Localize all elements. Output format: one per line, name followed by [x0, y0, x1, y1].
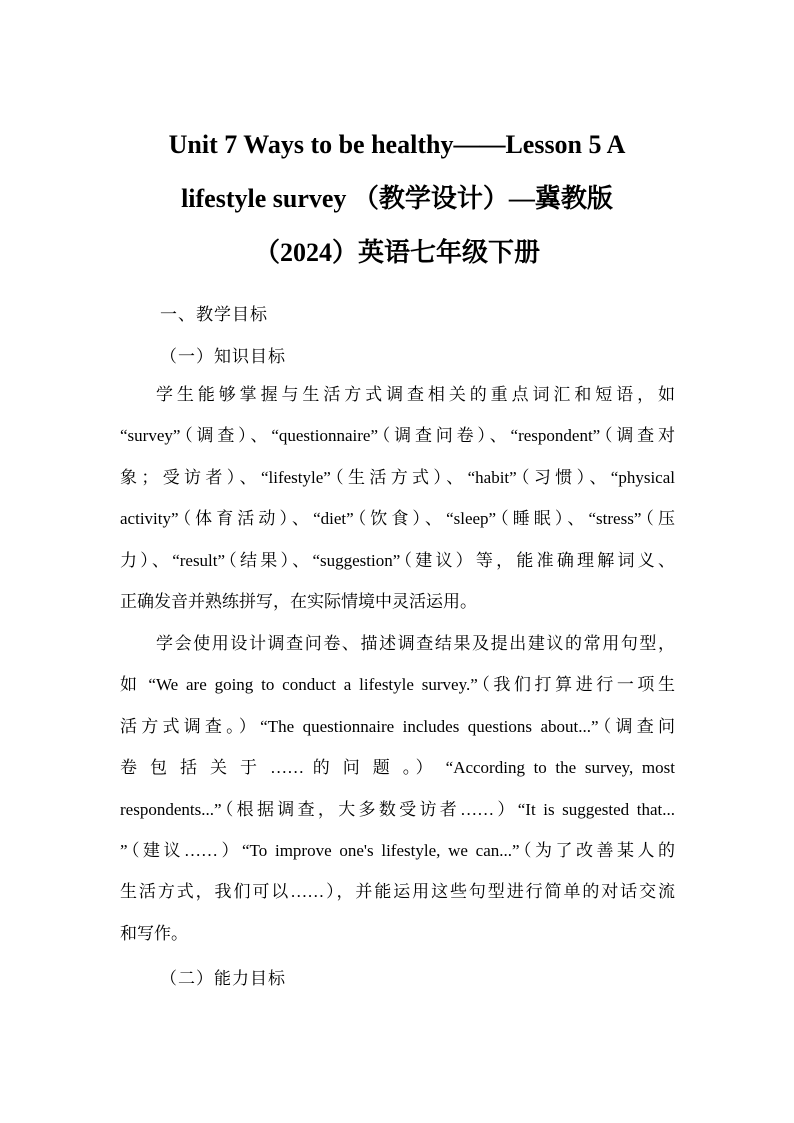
subsection-heading-knowledge: （一）知识目标 — [160, 347, 286, 366]
title-line-2: lifestyle survey （教学设计）—冀教版 — [181, 184, 613, 213]
paragraph-line: 生活方式，我们可以……），并能运用这些句型进行简单的对话交流 — [120, 882, 675, 902]
paragraph-line: 学生能够掌握与生活方式调查相关的重点词汇和短语，如 — [156, 385, 675, 404]
title-line-1: Unit 7 Ways to be healthy——Lesson 5 A — [168, 130, 626, 159]
paragraph-line: respondents...”（根据调查，大多数受访者……）“It is suggested that... — [120, 799, 675, 819]
paragraph-line: 和写作。 — [120, 923, 188, 943]
title-line-3: （2024）英语七年级下册 — [253, 238, 540, 267]
paragraph-line: 象；受访者）、“lifestyle”（生活方式）、“habit”（习惯）、“physical — [120, 467, 675, 487]
paragraph-line: 学会使用设计调查问卷、描述调查结果及提出建议的常用句型， — [156, 634, 675, 653]
paragraph-sentence-patterns — [120, 623, 675, 954]
section-heading-objectives: 一、教学目标 — [160, 305, 268, 324]
paragraph-line: 活方式调查。）“The questionnaire includes questions about...”（调查问 — [120, 716, 675, 736]
paragraph-line: 正确发音并熟练拼写，在实际情境中灵活运用。 — [120, 591, 477, 611]
paragraph-line: 如 “We are going to conduct a lifestyle survey.”（我们打算进行一项生 — [120, 675, 675, 695]
paragraph-vocabulary — [120, 374, 675, 622]
subsection-heading-ability: （二）能力目标 — [160, 969, 286, 988]
document-title — [100, 118, 694, 280]
paragraph-line: “survey”（调查）、“questionnaire”（调查问卷）、“respondent”（调查对 — [120, 426, 675, 446]
paragraph-line: 力）、“result”（结果）、“suggestion”（建议）等，能准确理解词义、 — [120, 550, 675, 570]
paragraph-line: ”（建议……）“To improve one's lifestyle, we can...”（为了改善某人的 — [120, 840, 675, 860]
paragraph-line: activity”（体育活动）、“diet”（饮食）、“sleep”（睡眠）、“stress”（压 — [120, 509, 675, 529]
paragraph-line: 卷 包 括 关 于 …… 的 问 题 。） “According to the survey, most — [120, 758, 675, 778]
